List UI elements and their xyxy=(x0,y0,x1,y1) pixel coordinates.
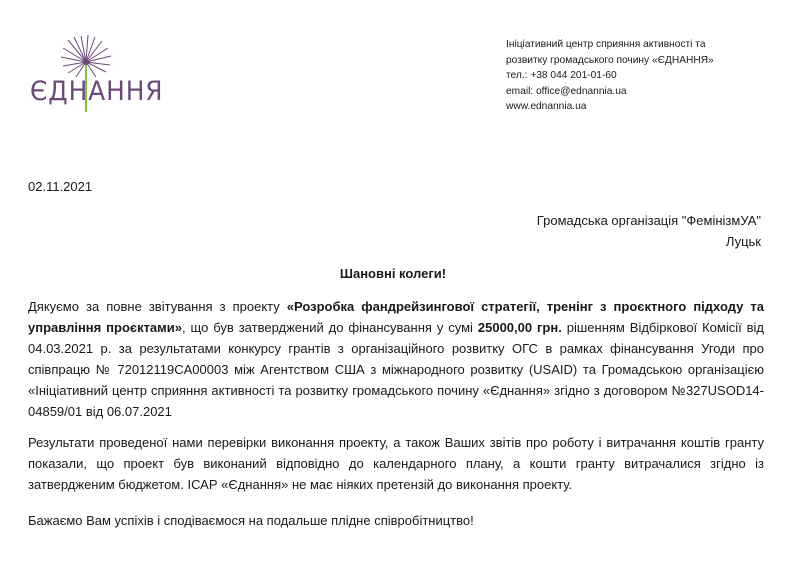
recipient-block xyxy=(537,210,761,252)
org-website: www.ednannia.ua xyxy=(506,101,587,112)
grant-amount: 25000,00 грн. xyxy=(477,320,562,335)
logo-wordmark: ЄДНАННЯ xyxy=(30,76,164,107)
org-email: email: office@ednannia.ua xyxy=(506,85,627,97)
recipient-org: Громадська організація "ФемінізмУА" xyxy=(536,213,761,228)
letter-date: 02.11.2021 xyxy=(28,179,93,194)
paragraph-results: Результати проведеної нами перевірки виконання проекту, а також Ваших звітів про роботу і витрачання коштів гранту показали, що проект був виконаний відповідно до календарного плану, а кошти гранту витрачалися згідно із затвердженим бюджетом. ІСАР «Єднання» не має ніяких претензій до виконання проекту. xyxy=(28,435,764,492)
p1-text-b: , що був затверджений до фінансування у сумі xyxy=(182,320,478,335)
org-phone: тел.: +38 044 201-01-60 xyxy=(506,70,617,81)
paragraph-thanks xyxy=(28,296,764,422)
org-name-line1: Ініціативний центр сприяння активності та xyxy=(506,39,706,50)
p1-text-a: Дякуємо за повне звітування з проекту xyxy=(28,299,287,314)
p1-text-c: рішенням Відбіркової Комісії від 04.03.2021 р. за результатами конкурсу грантів з організаційного розвитку ОГС в рамках фінансування Угоди про співпрацю № 72012119CA00003 між Агентством США з міжнародного розвитку (USAID) та Громадською організацією «Ініціативний центр сприяння активності та розвитку громадського почину «Єднання» згідно з договором №327USOD14-04859/01 від 06.07.2021 xyxy=(28,320,765,419)
greeting: Шановні колеги! xyxy=(339,266,447,281)
project-title: «Розробка фандрейзингової стратегії, тренінг з проєктного підходу та управління проєктами» xyxy=(28,299,764,335)
org-name-line2: розвитку громадського почину «ЄДНАННЯ» xyxy=(506,54,714,66)
paragraph-wishes: Бажаємо Вам успіхів і сподіваємося на подальше плідне співробітництво! xyxy=(28,513,474,528)
org-contact-block xyxy=(506,37,766,115)
recipient-city: Луцьк xyxy=(725,234,761,249)
